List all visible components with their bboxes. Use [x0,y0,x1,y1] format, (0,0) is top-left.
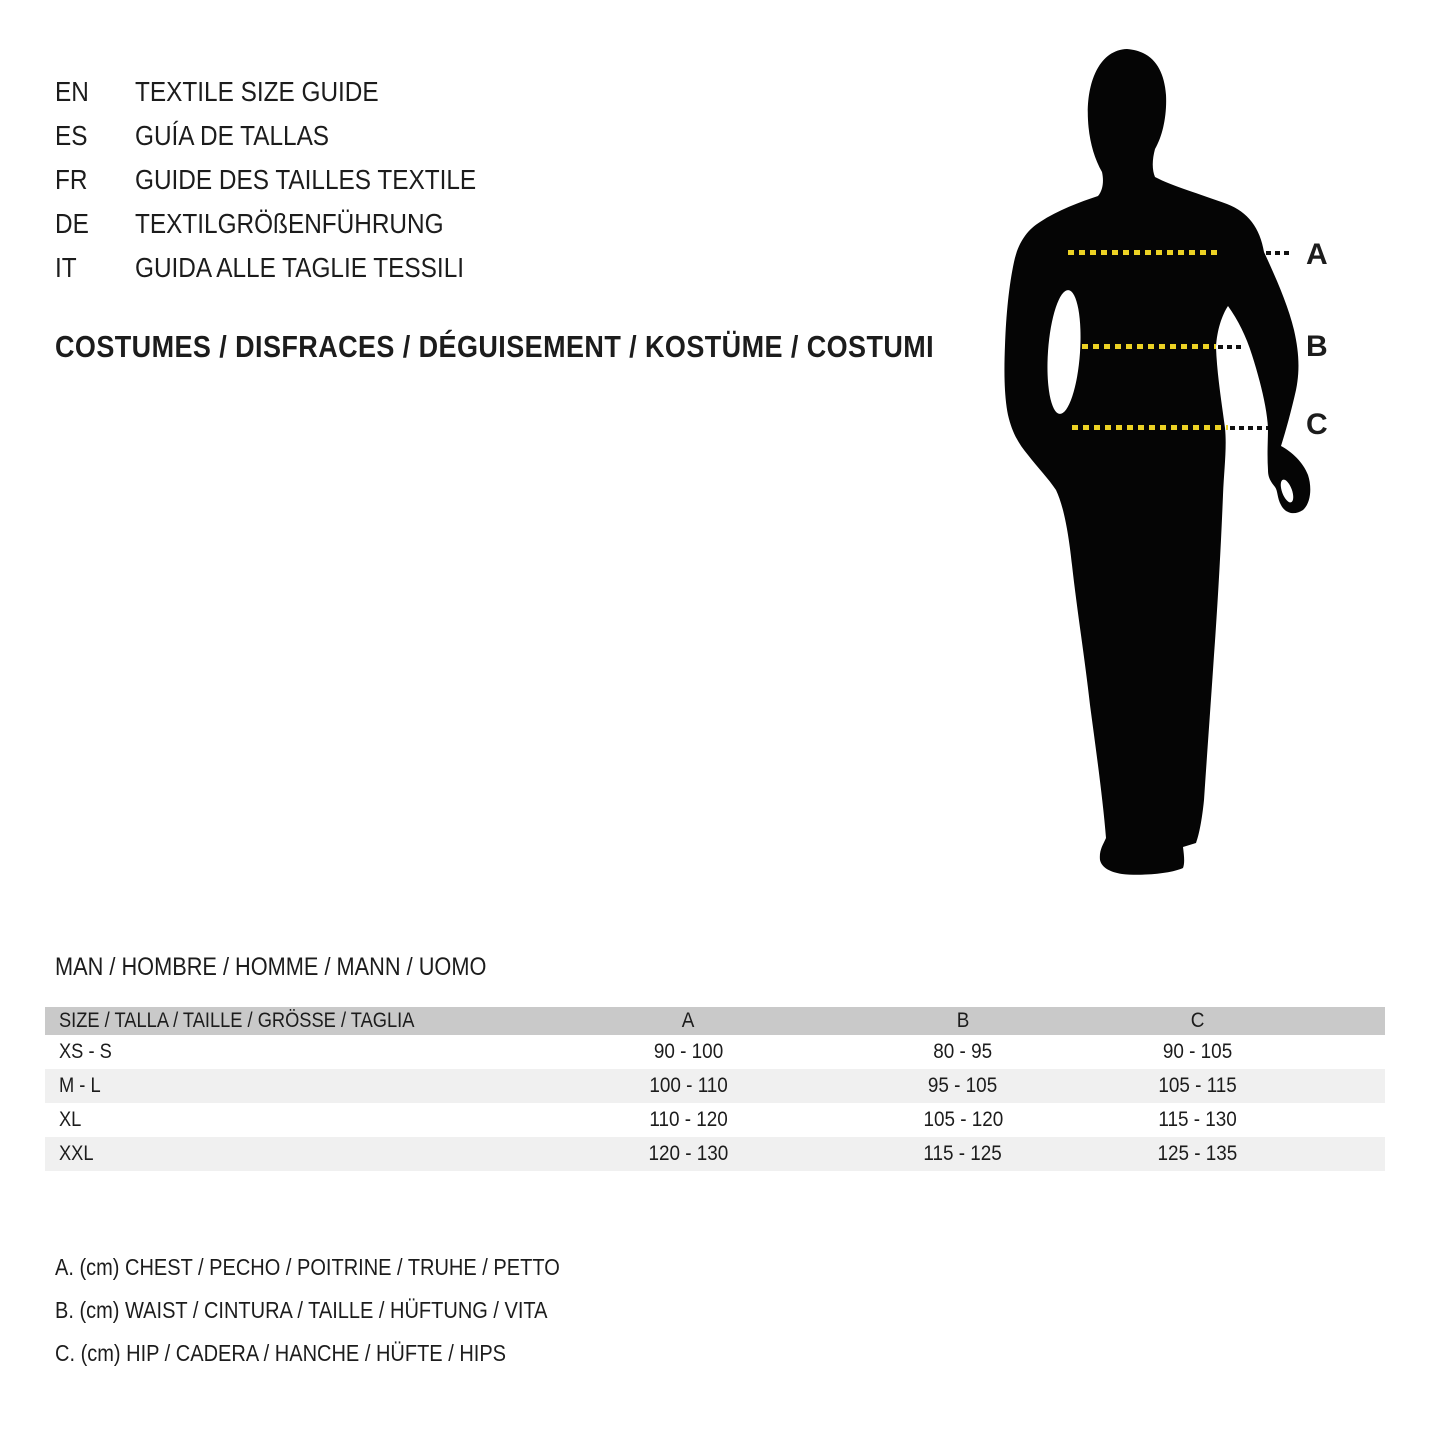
cell-a: 110 - 120 [648,1108,728,1131]
language-code: EN [55,76,89,107]
cell-b: 115 - 125 [923,1142,1003,1165]
cell-c: 125 - 135 [1157,1142,1238,1165]
chest-measure-line [1068,250,1218,255]
cell-c: 90 - 105 [1162,1040,1233,1063]
language-code: DE [55,208,89,239]
header-c: C [1190,1009,1205,1032]
language-title: GUÍA DE TALLAS [135,120,330,151]
cell-c: 105 - 115 [1158,1074,1237,1097]
marker-label-c: C [1306,408,1328,441]
language-title-row [55,246,527,290]
table-section-heading [55,953,551,982]
cell-size: XS - S [59,1040,112,1063]
marker-label-a: A [1306,238,1328,271]
language-code: ES [55,120,88,151]
cell-b: 105 - 120 [922,1108,1003,1131]
category-heading [55,329,1065,365]
cell-size: XXL [59,1142,94,1165]
language-title: GUIDE DES TAILLES TEXTILE [135,164,477,195]
hip-measure-line [1072,425,1228,430]
size-table [45,1007,1385,1171]
table-row [45,1103,1385,1137]
chest-leader-line [1266,251,1292,255]
header-a: A [681,1009,695,1032]
cell-a: 90 - 100 [653,1040,723,1063]
table-header-row [45,1007,1385,1035]
legend-line-hip: C. (cm) HIP / CADERA / HANCHE / HÜFTE / HIPS [55,1340,507,1366]
category-heading-text: COSTUMES / DISFRACES / DÉGUISEMENT / KOSTÜME / COSTUMI [55,329,935,364]
marker-label-b: B [1306,330,1328,363]
language-title-row [55,202,527,246]
man-silhouette-figure [950,45,1320,895]
cell-size: M - L [59,1074,101,1097]
language-code: FR [55,164,88,195]
language-title-row [55,70,527,114]
language-title-row [55,114,527,158]
waist-leader-line [1218,345,1244,349]
cell-a: 100 - 110 [648,1074,728,1097]
hip-leader-line [1230,426,1268,430]
header-size: SIZE / TALLA / TAILLE / GRÖSSE / TAGLIA [59,1009,415,1032]
cell-b: 95 - 105 [928,1074,998,1097]
legend-line-chest: A. (cm) CHEST / PECHO / POITRINE / TRUHE / PETTO [55,1254,560,1280]
language-title: TEXTILE SIZE GUIDE [135,76,379,107]
table-section-heading-text: MAN / HOMBRE / HOMME / MANN / UOMO [55,953,487,981]
cell-b: 80 - 95 [933,1040,993,1063]
cell-c: 115 - 130 [1158,1108,1237,1131]
table-row [45,1035,1385,1069]
table-row [45,1137,1385,1171]
cell-a: 120 - 130 [648,1142,729,1165]
legend-line-waist: B. (cm) WAIST / CINTURA / TAILLE / HÜFTUNG / VITA [55,1297,548,1323]
cell-size: XL [59,1108,82,1131]
table-row [45,1069,1385,1103]
header-b: B [956,1009,970,1032]
language-title: GUIDA ALLE TAGLIE TESSILI [135,252,465,283]
language-title-row [55,158,527,202]
waist-measure-line [1082,344,1216,349]
language-title-list [55,70,527,290]
language-title: TEXTILGRÖßENFÜHRUNG [135,208,444,239]
measurement-legend [55,1246,635,1375]
language-code: IT [55,252,77,283]
